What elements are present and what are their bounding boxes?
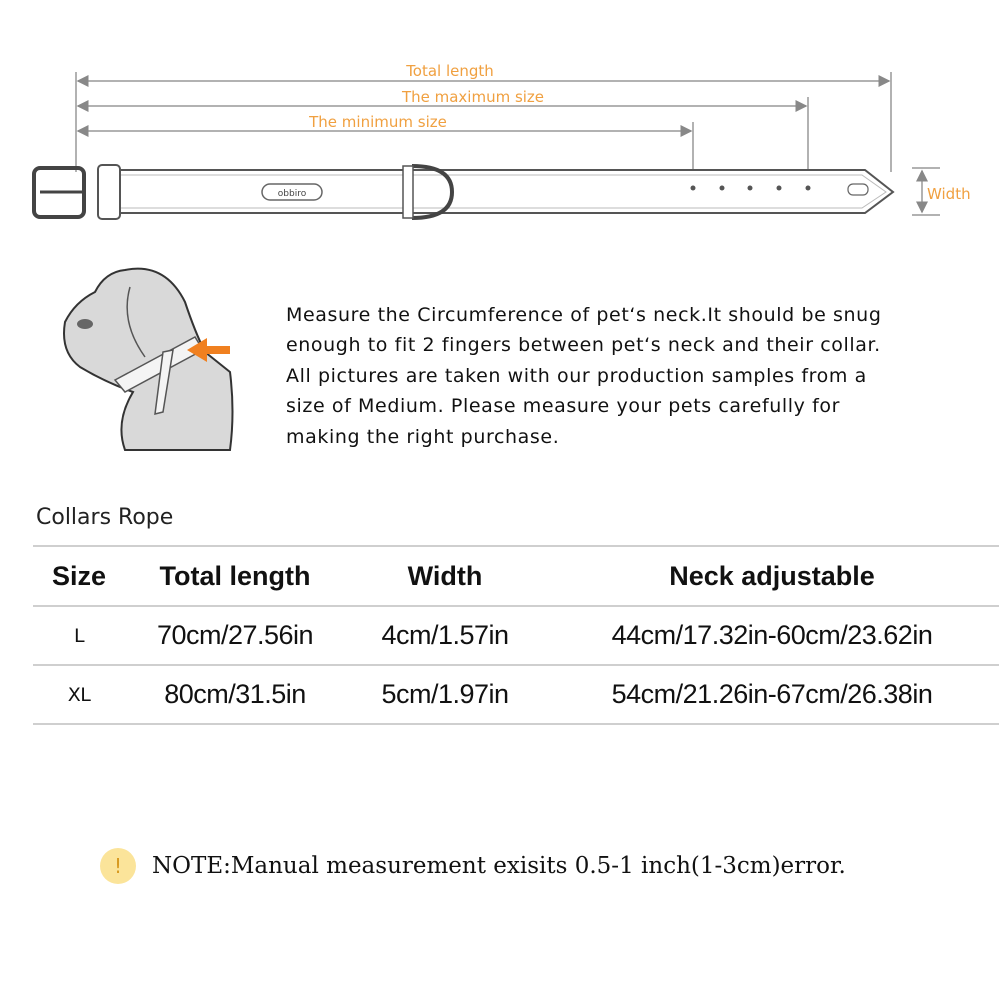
neck-adjustable-cell: 54cm/21.26in-67cm/26.38in: [611, 679, 933, 709]
hole: [691, 186, 696, 191]
total-length-label: Total length: [406, 62, 494, 80]
header-size: Size: [51, 560, 107, 591]
table-caption: Collars Rope: [36, 505, 174, 530]
hole: [748, 186, 753, 191]
warning-icon: !: [100, 848, 136, 884]
size-table: [33, 545, 999, 725]
table-header-row: [33, 546, 999, 606]
instruction-line: enough to fit 2 fingers between pet‘s neck and their collar.: [286, 334, 881, 357]
maximum-size-label: The maximum size: [401, 88, 545, 106]
hole: [806, 186, 811, 191]
dog-neck-measure-illustration: [55, 262, 255, 457]
table-row: [33, 665, 999, 724]
note: [100, 848, 846, 884]
width-label: Width: [927, 185, 971, 203]
header-neck-adjustable: Neck adjustable: [669, 560, 875, 591]
collar-illustration: [34, 165, 893, 219]
instruction-line: Measure the Circumference of pet‘s neck.It should be snug: [286, 304, 882, 326]
instruction-line: making the right purchase.: [286, 425, 560, 448]
brand-tag-label: obbiro: [277, 189, 307, 199]
width-cell: 4cm/1.57in: [381, 620, 509, 650]
instruction-line: All pictures are taken with our production samples from a: [286, 364, 867, 387]
size-cell: L: [73, 624, 85, 647]
total-length-cell: 70cm/27.56in: [156, 620, 314, 650]
size-cell: XL: [67, 683, 91, 706]
collar-diagram: [0, 0, 1000, 290]
note-text: NOTE:Manual measurement exisits 0.5-1 inch(1-3cm)error.: [152, 853, 846, 879]
measurement-instructions: [286, 300, 966, 452]
width-cell: 5cm/1.97in: [381, 679, 509, 709]
table-row: [33, 606, 999, 665]
hole: [777, 186, 782, 191]
header-total-length: Total length: [159, 560, 311, 591]
neck-adjustable-cell: 44cm/17.32in-60cm/23.62in: [611, 620, 933, 650]
hole: [720, 186, 725, 191]
header-width: Width: [407, 560, 483, 591]
instruction-line: size of Medium. Please measure your pets carefully for: [286, 395, 841, 418]
total-length-cell: 80cm/31.5in: [164, 679, 306, 709]
minimum-size-label: The minimum size: [309, 113, 447, 131]
